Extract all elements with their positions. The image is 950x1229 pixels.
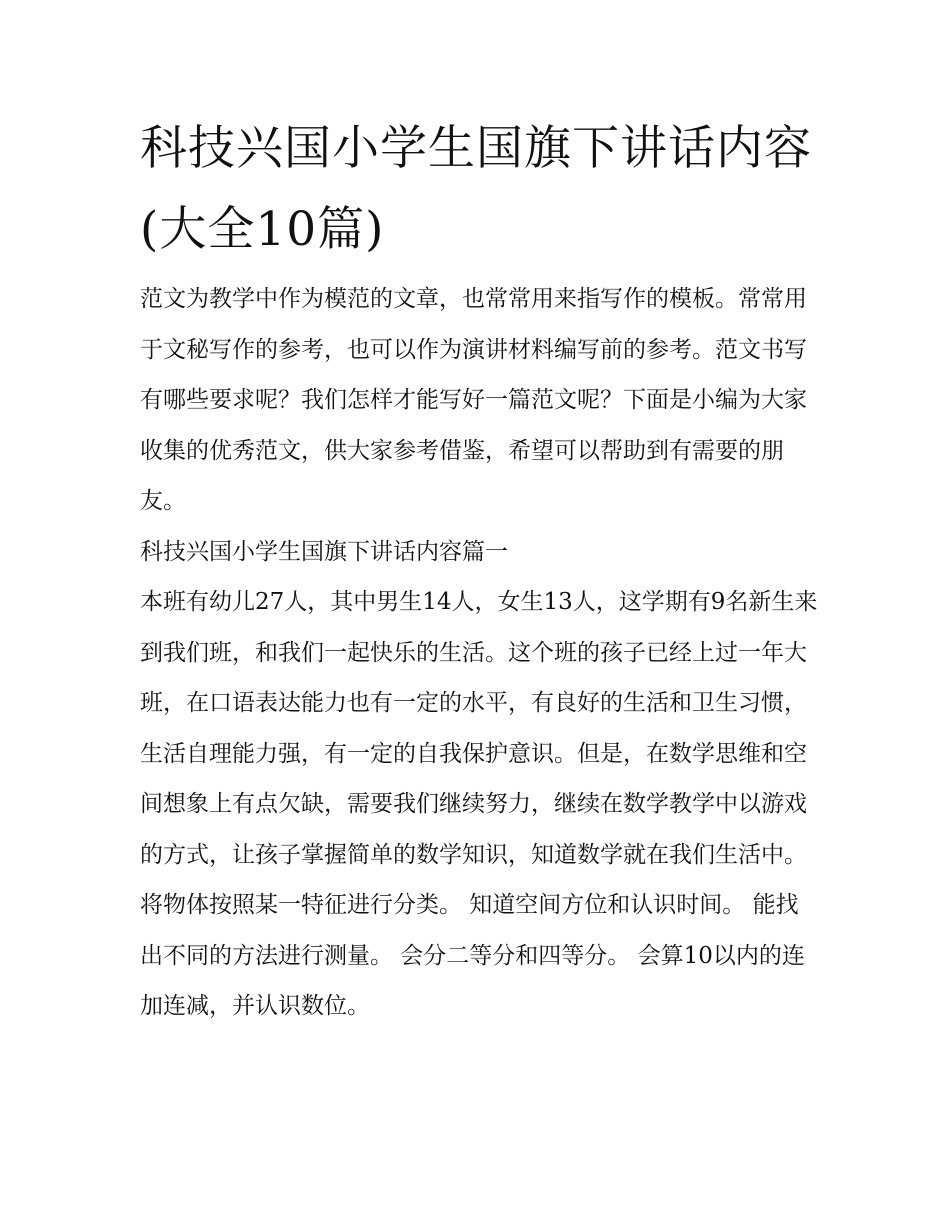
body-paragraph: 本班有幼儿27人，其中男生14人，女生13人，这学期有9名新生来到我们班，和我们一起快乐的生活。这个班的孩子已经上过一年大班，在口语表达能力也有一定的水平，有良好的生活和卫生习惯，生活自理能力强，有一定的自我保护意识。但是，在数学思维和空间想象上有点欠缺，需要我们继续努力，继续在数学教学中以游戏的方式，让孩子掌握简单的数学知识，知道数学就在我们生活中。 [140, 589, 818, 868]
body-paragraph: 将物体按照某一特征进行分类。 知道空间方位和认识时间。 能找出不同的方法进行测量。 会分二等分和四等分。 会算10以内的连加连减，并认识数位。 [140, 892, 805, 1019]
intro-paragraph: 范文为教学中作为模范的文章，也常常用来指写作的模板。常常用于文秘写作的参考，也可以作为演讲材料编写前的参考。范文书写有哪些要求呢？我们怎样才能写好一篇范文呢？下面是小编为大家收集的优秀范文，供大家参考借鉴，希望可以帮助到有需要的朋友。 [140, 286, 807, 514]
document-title: 科技兴国小学生国旗下讲话内容(大全10篇) [140, 121, 812, 257]
document-page [140, 108, 820, 1032]
section-heading: 科技兴国小学生国旗下讲话内容篇一 [140, 538, 508, 565]
